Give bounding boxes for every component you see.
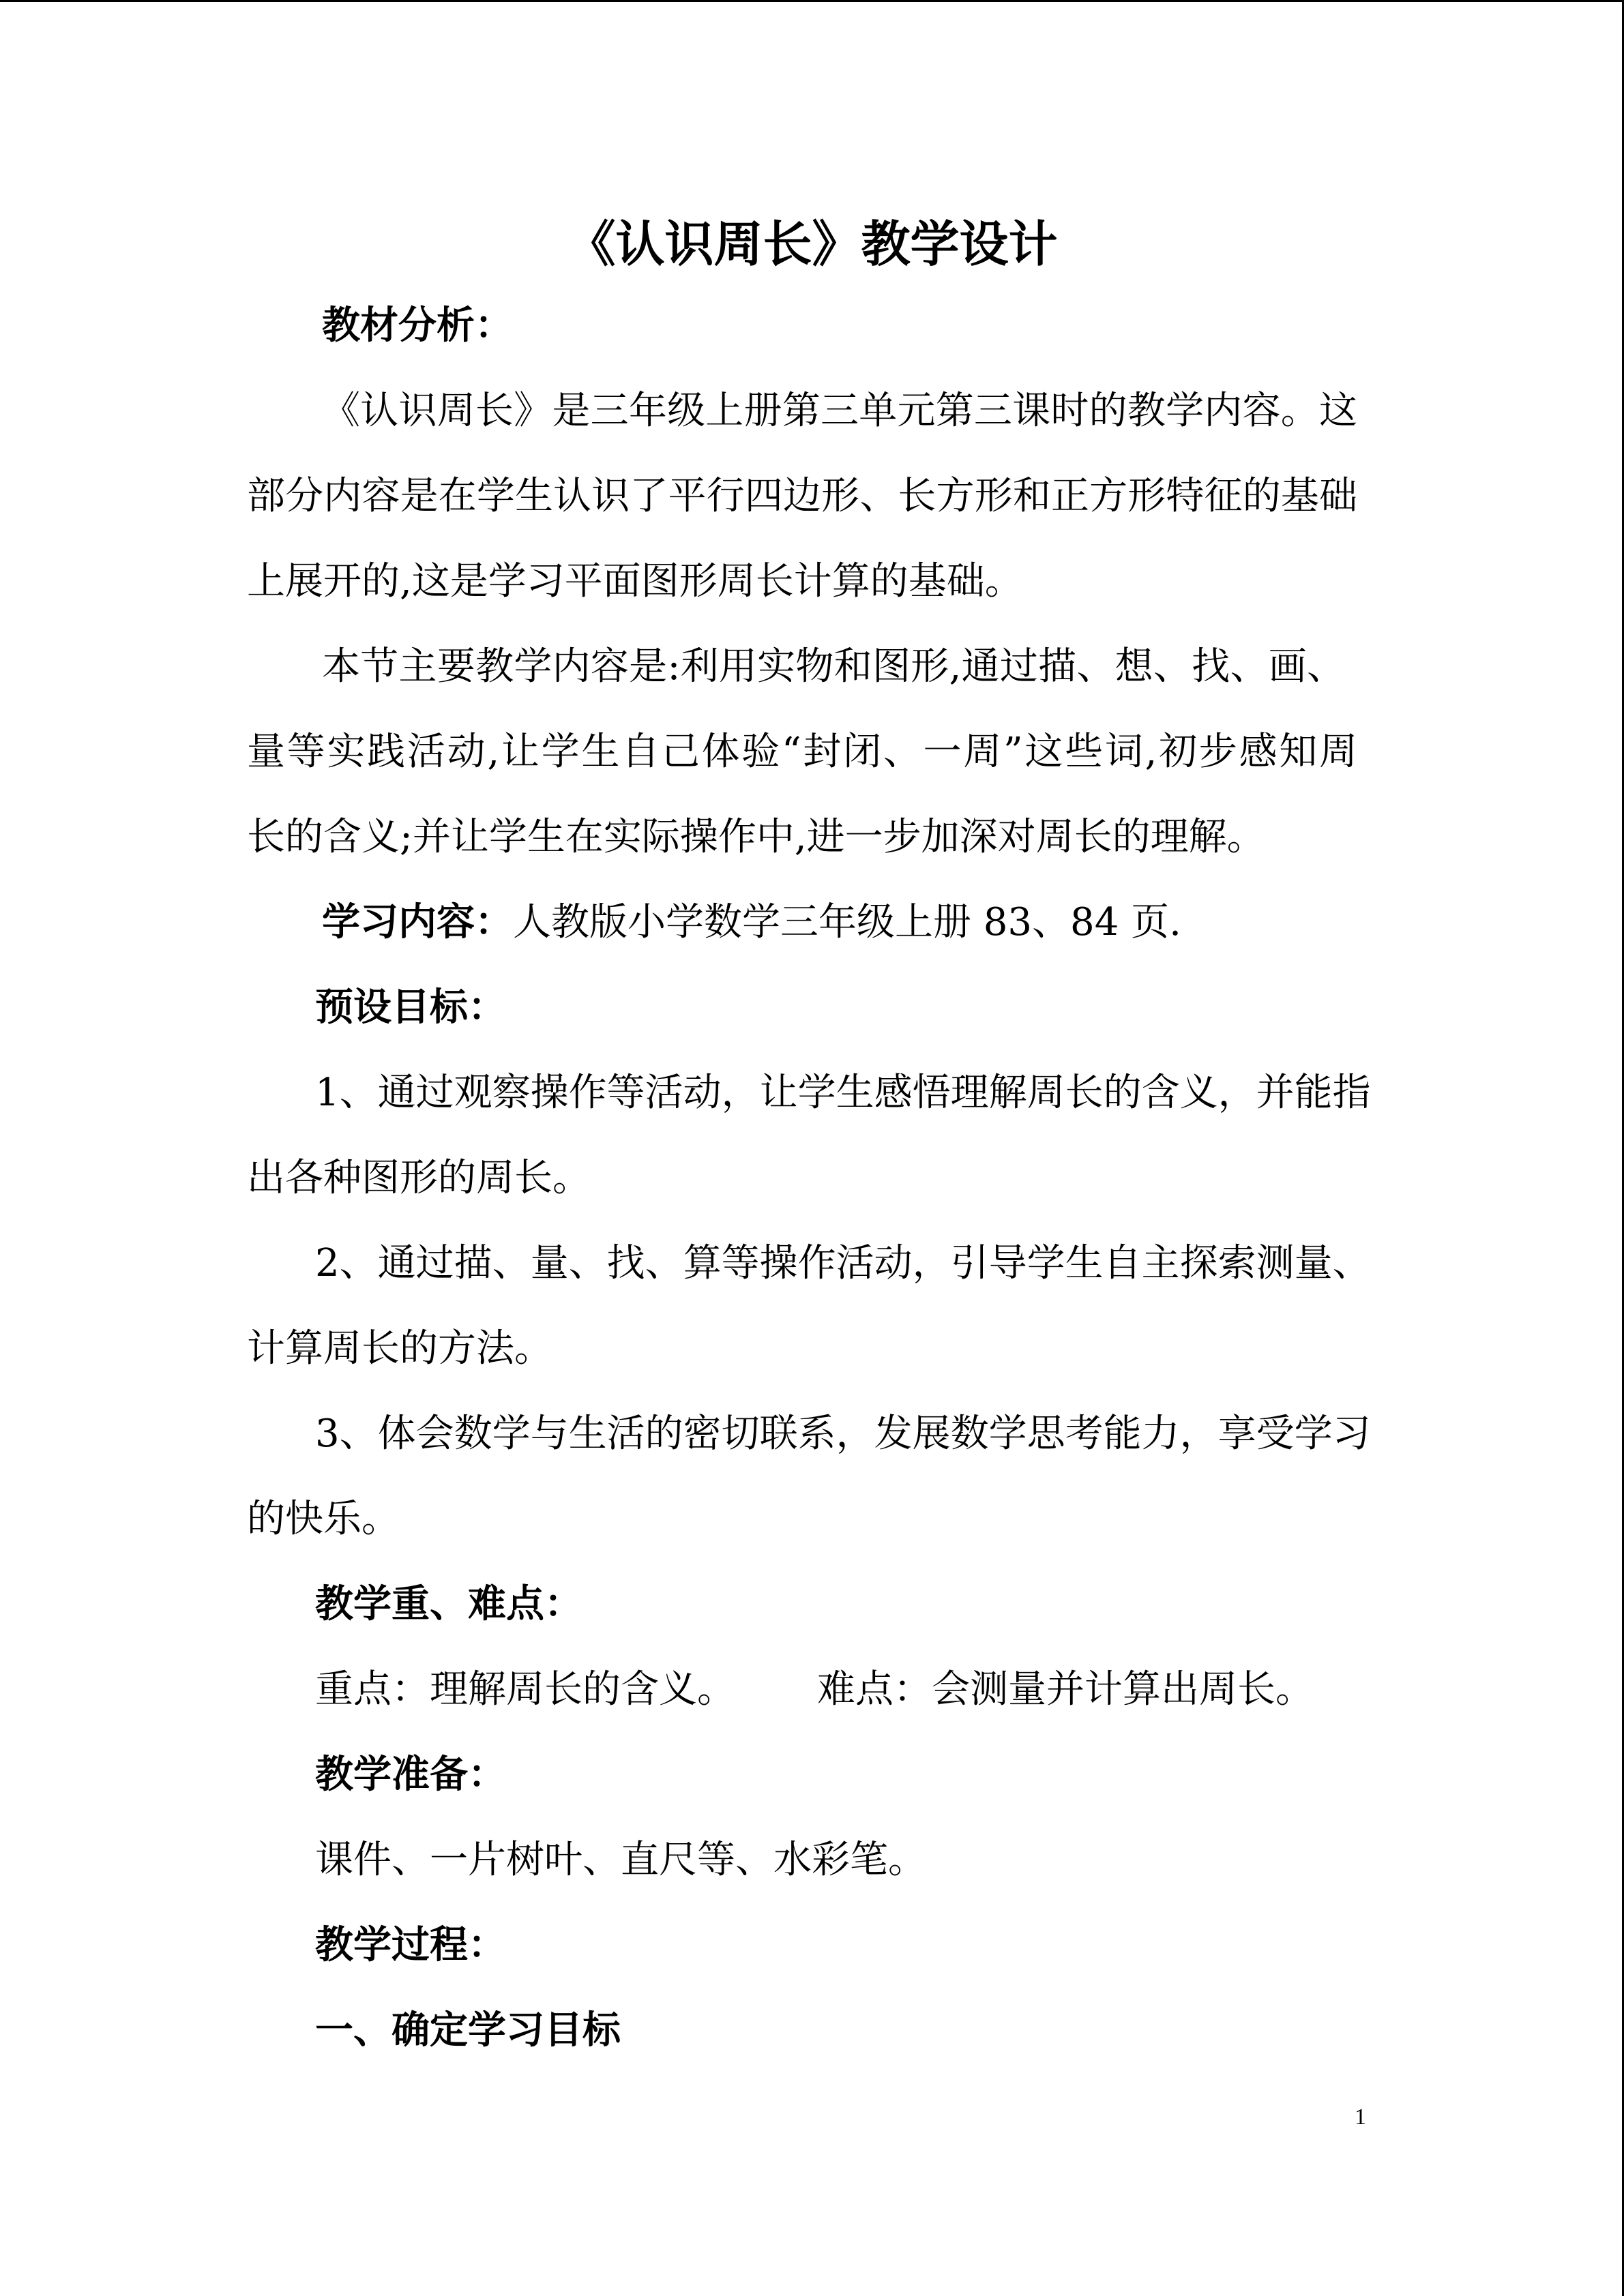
goal-line: 出各种图形的周长。	[247, 1156, 591, 1200]
process-heading: 教学过程：	[315, 1923, 506, 1967]
learning-content-line	[322, 899, 1181, 946]
materials-analysis-heading: 教材分析：	[322, 303, 513, 348]
goal-line: 1、通过观察操作等活动，让学生感悟理解周长的含义，并能指	[315, 1071, 1371, 1115]
step1-heading: 一、确定学习目标	[315, 2008, 621, 2053]
learning-content-label: 学习内容：	[322, 900, 513, 944]
goal-line: 的快乐。	[247, 1497, 400, 1541]
paragraph-line: 长的含义;并让学生在实际操作中,进一步加深对周长的理解。	[247, 815, 1265, 859]
page-number: 1	[1355, 2104, 1366, 2130]
paragraph-line: 部分内容是在学生认识了平行四边形、长方形和正方形特征的基础	[247, 474, 1357, 518]
goal-line: 3、体会数学与生活的密切联系，发展数学思考能力，享受学习	[315, 1412, 1371, 1456]
key-points-heading: 教学重、难点：	[315, 1582, 582, 1626]
key-points-line	[315, 1666, 1314, 1714]
goal-line: 计算周长的方法。	[247, 1326, 552, 1371]
paragraph-line: 本节主要教学内容是:利用实物和图形,通过描、想、找、画、	[322, 644, 1345, 689]
key-point: 重点：理解周长的含义。	[315, 1667, 735, 1712]
goals-heading: 预设目标：	[315, 985, 506, 1030]
paragraph-line: 上展开的,这是学习平面图形周长计算的基础。	[247, 559, 1023, 603]
paragraph-line: 《认识周长》是三年级上册第三单元第三课时的教学内容。这	[322, 389, 1357, 433]
document-title: 《认识周长》教学设计	[566, 215, 1058, 273]
preparation-heading: 教学准备：	[315, 1753, 506, 1797]
learning-content-text: 人教版小学数学三年级上册 83、84 页.	[513, 900, 1181, 944]
difficult-point: 难点：会测量并计算出周长。	[817, 1667, 1314, 1712]
preparation-text: 课件、一片树叶、直尺等、水彩笔。	[315, 1838, 926, 1882]
paragraph-line: 量等实践活动,让学生自己体验“封闭、一周”这些词,初步感知周	[247, 730, 1357, 774]
goal-line: 2、通过描、量、找、算等操作活动，引导学生自主探索测量、	[315, 1241, 1371, 1285]
